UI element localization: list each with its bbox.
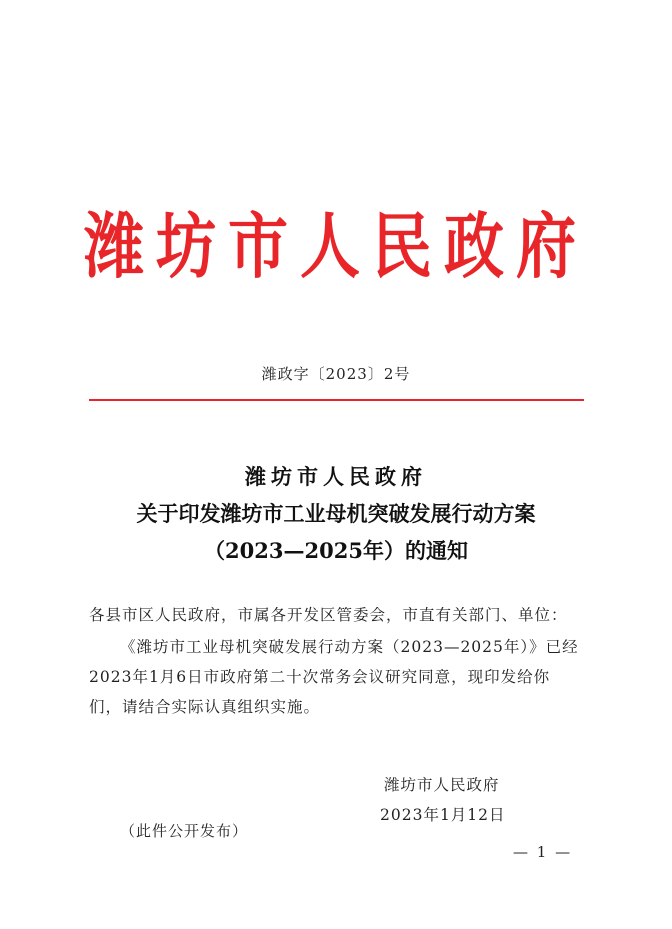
masthead-title: 潍坊市人民政府 [84, 205, 588, 289]
signature-block [380, 770, 506, 830]
title-line-period: （2023—2025年）的通知 [204, 538, 468, 563]
document-number: 潍政字〔2023〕2号 [261, 365, 411, 383]
signature-date: 2023年1月12日 [380, 806, 506, 824]
body-line: 们，请结合实际认真组织实施。 [89, 698, 321, 716]
signature-organization: 潍坊市人民政府 [384, 776, 500, 794]
title-line-subject: 关于印发潍坊市工业母机突破发展行动方案 [136, 501, 536, 526]
title-line-issuer: 潍坊市人民政府 [245, 464, 427, 489]
publication-note: （此件公开发布） [120, 822, 249, 840]
body-line: 2023年1月6日市政府第二十次常务会议研究同意，现印发给你 [89, 668, 551, 686]
red-divider-line [89, 399, 584, 401]
body-paragraph [89, 632, 589, 722]
notice-title [0, 458, 672, 569]
body-line: 《潍坊市工业母机突破发展行动方案（2023—2025年）》已经 [120, 638, 579, 656]
page-number: — 1 — [513, 843, 573, 861]
salutation: 各县市区人民政府，市属各开发区管委会，市直有关部门、单位： [89, 606, 568, 624]
